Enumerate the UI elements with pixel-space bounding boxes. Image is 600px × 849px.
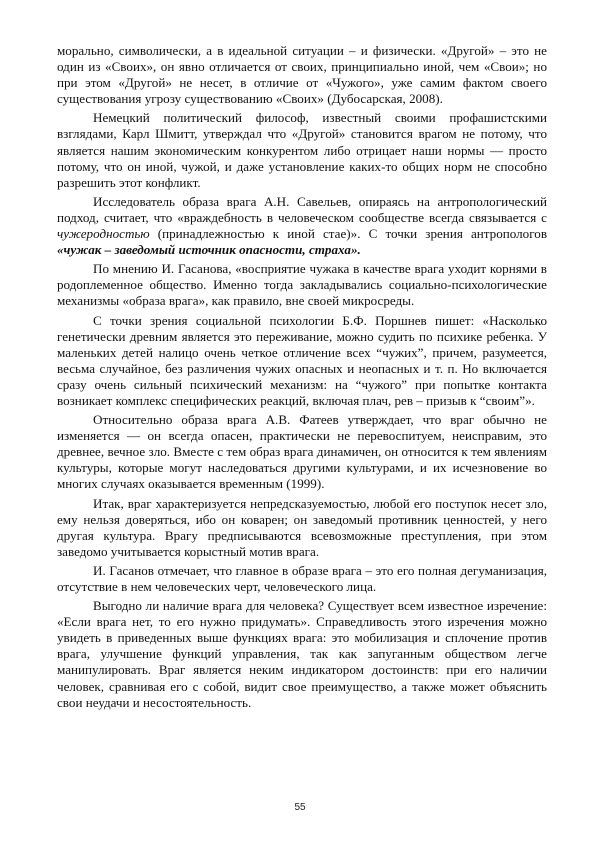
text-run: С точки зрения социальной психологии Б.Ф. Поршнев пишет: «Насколько генетически древним является это переживание, можно судить по психике ребенка. У маленьких детей налицо очень четкое отличение всех “чужих”, причем, разумеется, весьма случайное, без различения чужих опасных и неопасных и т. п. Но включается сразу очень сильный психический механизм: на “чужого” при попытке контакта возникает комплекс специфических реакций, включая плач, рев – призыв к “своим”». [57,312,547,408]
paragraph-3 [57,194,547,258]
page-body [57,43,547,711]
text-run: Относительно образа врага А.В. Фатеев утверждает, что враг обычно не изменяется — он всегда опасен, практически не перевоспитуем, неисправим, это древнее, вечное зло. Вместе с тем образ врага динамичен, он относится к тем явлениям культуры, которые могут наследоваться другими культурами, и их исчезновение во многих случаях оказывается временным (1999). [57,412,547,492]
text-run: Исследователь образа врага А.Н. Савельев, опираясь на антропологический подход, считает, что «враждебность в человеческом сообществе всегда связывается с [57,193,547,225]
text-run: По мнению И. Гасанова, «восприятие чужака в качестве врага уходит корнями в родоплеменное общество. Именно тогда закладывались социально-психологические механизмы «образа врага», как правило, вне своей микросреды. [57,261,547,309]
paragraph-4 [57,261,547,309]
emphasis-run: чужеродностью [57,226,150,242]
paragraph-1 [57,43,547,107]
page-number: 55 [294,802,306,813]
paragraph-5 [57,313,547,410]
text-run: морально, символически, а в идеальной ситуации – и физически. «Другой» – это не один из «Своих», он явно отличается от своих, принципиально иной, чем «Свои»; но при этом «Другой» не несет, в отличие от «Чужого», уже самим фактом своего существования угрозу существованию «Своих» (Дубосарская, 2008). [57,43,547,107]
text-run: И. Гасанов отмечает, что главное в образе врага – это его полная дегуманизация, отсутствие в нем человеческих черт, человеческого лица. [57,562,547,594]
text-run: (принадлежностью к иной стае)». С точки зрения антропологов [149,226,547,242]
paragraph-9 [57,598,547,711]
paragraph-7 [57,496,547,560]
text-run: Выгодно ли наличие врага для человека? Существует всем известное изречение: «Если врага нет, то его нужно придумать». Справедливость этого изречения можно увидеть в приведенных выше функциях врага: это мобилизация и сплочение против врага, улучшение функций управления, так как запуганным обществом легче манипулировать. Враг является неким индикатором достоинств: при его наличии человек, сравнивая его с собой, видит свое преимущество, а также может объяснить свои неудачи и несостоятельность. [57,598,547,710]
paragraph-8 [57,563,547,595]
emphasis-run: «чужак – заведомый источник опасности, страха». [57,242,361,258]
document-page [57,43,547,714]
paragraph-2 [57,110,547,190]
text-run: Итак, враг характеризуется непредсказуемостью, любой его поступок несет зло, ему нельзя доверяться, ибо он коварен; он заведомый противник ценностей, у него другая культура. Врагу предписываются всевозможные преступления, при этом заведомо учитывается корыстный мотив врага. [57,495,547,559]
paragraph-6 [57,412,547,492]
text-run: Немецкий политический философ, известный своими профашистскими взглядами, Карл Шмитт, утверждал что «Другой» становится врагом не потому, что является нашим экономическим конкурентом либо отрицает наши нормы — просто потому, что он иной, чужой, и даже установление каких-то общих норм не способно разрешить этот конфликт. [57,110,547,190]
